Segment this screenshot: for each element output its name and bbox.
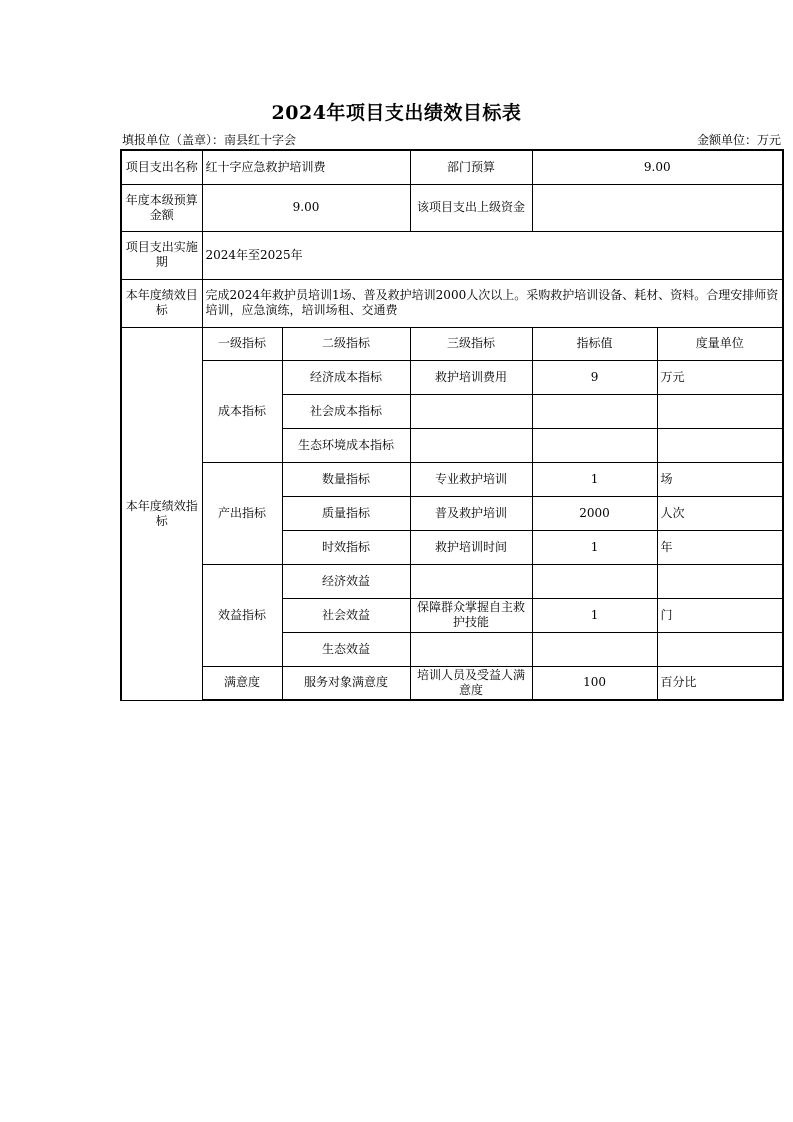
value-cell: 9 [532, 360, 657, 394]
level3-cell: 培训人员及受益人满意度 [410, 666, 532, 700]
table-row [121, 564, 783, 598]
value-cell: 1 [532, 462, 657, 496]
column-header: 指标值 [532, 327, 657, 360]
value-cell [532, 394, 657, 428]
value-cell: 1 [532, 598, 657, 632]
unit-cell: 百分比 [657, 666, 783, 700]
level2-cell: 生态效益 [282, 632, 410, 666]
unit-cell: 门 [657, 598, 783, 632]
dept-budget-label: 部门预算 [410, 150, 532, 184]
level3-cell [410, 394, 532, 428]
column-header: 二级指标 [282, 327, 410, 360]
level2-cell: 社会效益 [282, 598, 410, 632]
superior-funds-label: 该项目支出上级资金 [410, 184, 532, 231]
goal-label: 本年度绩效目标 [121, 279, 202, 327]
level1-cell: 产出指标 [202, 462, 282, 564]
table-row [121, 462, 783, 496]
level1-cell: 成本指标 [202, 360, 282, 462]
unit-cell [657, 394, 783, 428]
indicator-section-label: 本年度绩效指标 [121, 327, 202, 700]
annual-budget-label: 年度本级预算金额 [121, 184, 202, 231]
table-row [121, 231, 783, 279]
superior-funds-value [532, 184, 783, 231]
level3-cell: 普及救护培训 [410, 496, 532, 530]
level3-cell: 救护培训费用 [410, 360, 532, 394]
unit-cell: 场 [657, 462, 783, 496]
unit-cell [657, 564, 783, 598]
value-cell: 100 [532, 666, 657, 700]
unit-cell: 万元 [657, 360, 783, 394]
table-row [121, 279, 783, 327]
column-header: 三级指标 [410, 327, 532, 360]
level2-cell: 生态环境成本指标 [282, 428, 410, 462]
reporting-unit: 填报单位（盖章）：南县红十字会 [122, 133, 297, 147]
table-row [121, 150, 783, 184]
project-name-label: 项目支出名称 [121, 150, 202, 184]
level2-cell: 经济成本指标 [282, 360, 410, 394]
annual-budget-value: 9.00 [202, 184, 410, 231]
value-cell [532, 632, 657, 666]
indicator-header-row [121, 327, 783, 360]
value-cell [532, 564, 657, 598]
level3-cell: 救护培训时间 [410, 530, 532, 564]
level2-cell: 服务对象满意度 [282, 666, 410, 700]
unit-cell: 人次 [657, 496, 783, 530]
level3-cell: 专业救护培训 [410, 462, 532, 496]
table-row [121, 360, 783, 394]
period-value: 2024年至2025年 [202, 231, 783, 279]
level2-cell: 时效指标 [282, 530, 410, 564]
level2-cell: 数量指标 [282, 462, 410, 496]
level1-cell: 效益指标 [202, 564, 282, 666]
level2-cell: 经济效益 [282, 564, 410, 598]
period-label: 项目支出实施期 [121, 231, 202, 279]
unit-cell [657, 632, 783, 666]
value-cell [532, 428, 657, 462]
dept-budget-value: 9.00 [532, 150, 783, 184]
value-cell: 2000 [532, 496, 657, 530]
unit-cell: 年 [657, 530, 783, 564]
column-header: 度量单位 [657, 327, 783, 360]
goal-value: 完成2024年救护员培训1场、普及救护培训2000人次以上。采购救护培训设备、耗材、资料。合理安排师资培训，应急演练，培训场租、交通费 [202, 279, 783, 327]
project-name-value: 红十字应急救护培训费 [202, 150, 410, 184]
unit-cell [657, 428, 783, 462]
level3-cell [410, 428, 532, 462]
amount-unit: 金额单位：万元 [696, 133, 781, 147]
page-title: 2024年项目支出绩效目标表 [271, 102, 522, 124]
column-header: 一级指标 [202, 327, 282, 360]
value-cell: 1 [532, 530, 657, 564]
level3-cell [410, 564, 532, 598]
table-row [121, 184, 783, 231]
level2-cell: 社会成本指标 [282, 394, 410, 428]
table-row [121, 666, 783, 700]
performance-target-table [120, 149, 784, 701]
level3-cell: 保障群众掌握自主救护技能 [410, 598, 532, 632]
level3-cell [410, 632, 532, 666]
level2-cell: 质量指标 [282, 496, 410, 530]
level1-cell: 满意度 [202, 666, 282, 700]
